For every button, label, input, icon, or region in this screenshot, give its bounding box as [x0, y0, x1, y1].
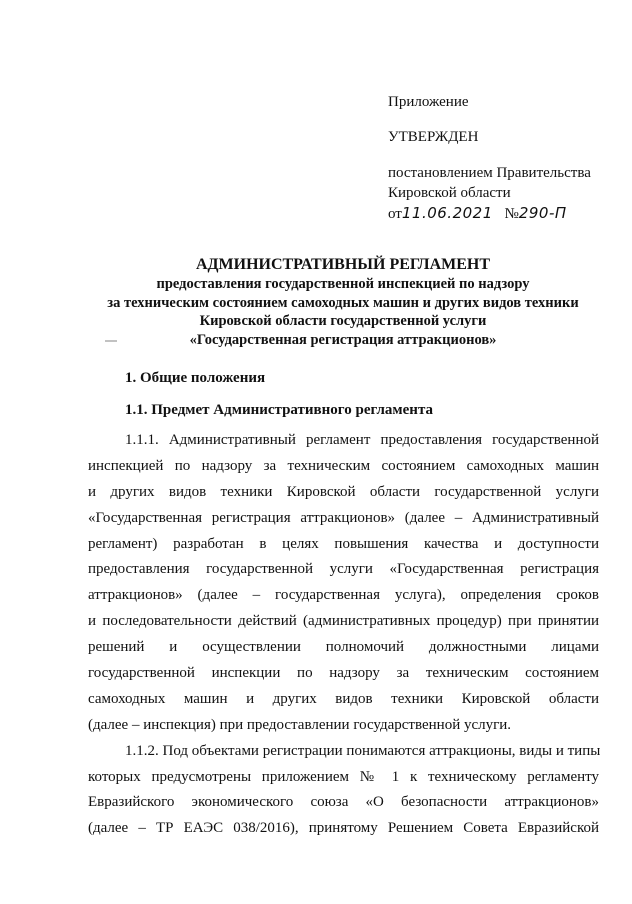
section-heading-subject: 1.1. Предмет Административного регламента — [125, 402, 434, 418]
section-heading-general: 1. Общие положения — [125, 370, 266, 386]
approval-block — [388, 92, 618, 224]
paragraph-line: и других видов техники Кировской области государственной услуги — [88, 483, 599, 500]
title-line-4: Кировской области государственной услуги — [199, 313, 487, 329]
approved-label: УТВЕРЖДЕН — [388, 129, 479, 145]
title-line-1: АДМИНИСТРАТИВНЫЙ РЕГЛАМЕНТ — [195, 256, 491, 273]
paragraph-line: инспекцией по надзору за техническим состоянием самоходных машин — [88, 457, 599, 474]
handwritten-number: 290-П — [518, 204, 567, 222]
body-text — [88, 428, 599, 842]
paragraph-line: и последовательности действий (административных процедур) при принятии — [88, 613, 599, 630]
title-line-2: предоставления государственной инспекцией по надзору — [156, 276, 530, 292]
paragraph-line: 1.1.2. Под объектами регистрации понимаются аттракционы, виды и типы — [125, 742, 601, 759]
title-line-5: «Государственная регистрация аттракционов» — [189, 331, 497, 348]
paragraph-line: (далее – ТР ЕАЭС 038/2016), принятому Решением Совета Евразийской — [88, 820, 599, 837]
paragraph-line: (далее – инспекция) при предоставлении государственной услуги. — [88, 716, 512, 733]
title-line-3: за техническим состоянием самоходных машин и других видов техники — [107, 294, 579, 311]
paragraph-line: Евразийского экономического союза «О безопасности аттракционов» — [88, 794, 599, 811]
paragraph-line: регламент) разработан в целях повышения качества и доступности — [88, 535, 599, 552]
decree-line-1: постановлением Правительства — [388, 165, 591, 181]
paragraph-line: самоходных машин и других видов техники Кировской области — [88, 690, 599, 707]
handwritten-date: 11.06.2021 — [401, 204, 493, 222]
document-title — [60, 255, 626, 349]
decree-date-number — [388, 203, 618, 224]
paragraph-line: которых предусмотрены приложением № 1 к техническому регламенту — [88, 768, 599, 785]
number-prefix: № — [504, 206, 519, 222]
scan-mark — [105, 340, 117, 342]
paragraph-line: аттракционов» (далее – государственная услуга), определения сроков — [88, 587, 599, 604]
paragraph-line: государственной инспекции по надзору за техническим состоянием — [88, 665, 599, 682]
appendix-label: Приложение — [388, 94, 469, 110]
decree-line-2: Кировской области — [388, 185, 511, 201]
paragraph-line: 1.1.1. Административный регламент предоставления государственной — [125, 432, 599, 448]
paragraph-line: предоставления государственной услуги «Государственная регистрация — [88, 561, 599, 578]
date-prefix: от — [388, 206, 402, 222]
paragraph-line: «Государственная регистрация аттракционов» (далее – Административный — [88, 509, 599, 526]
paragraph-line: решений и осуществлении полномочий должностными лицами — [88, 639, 599, 656]
